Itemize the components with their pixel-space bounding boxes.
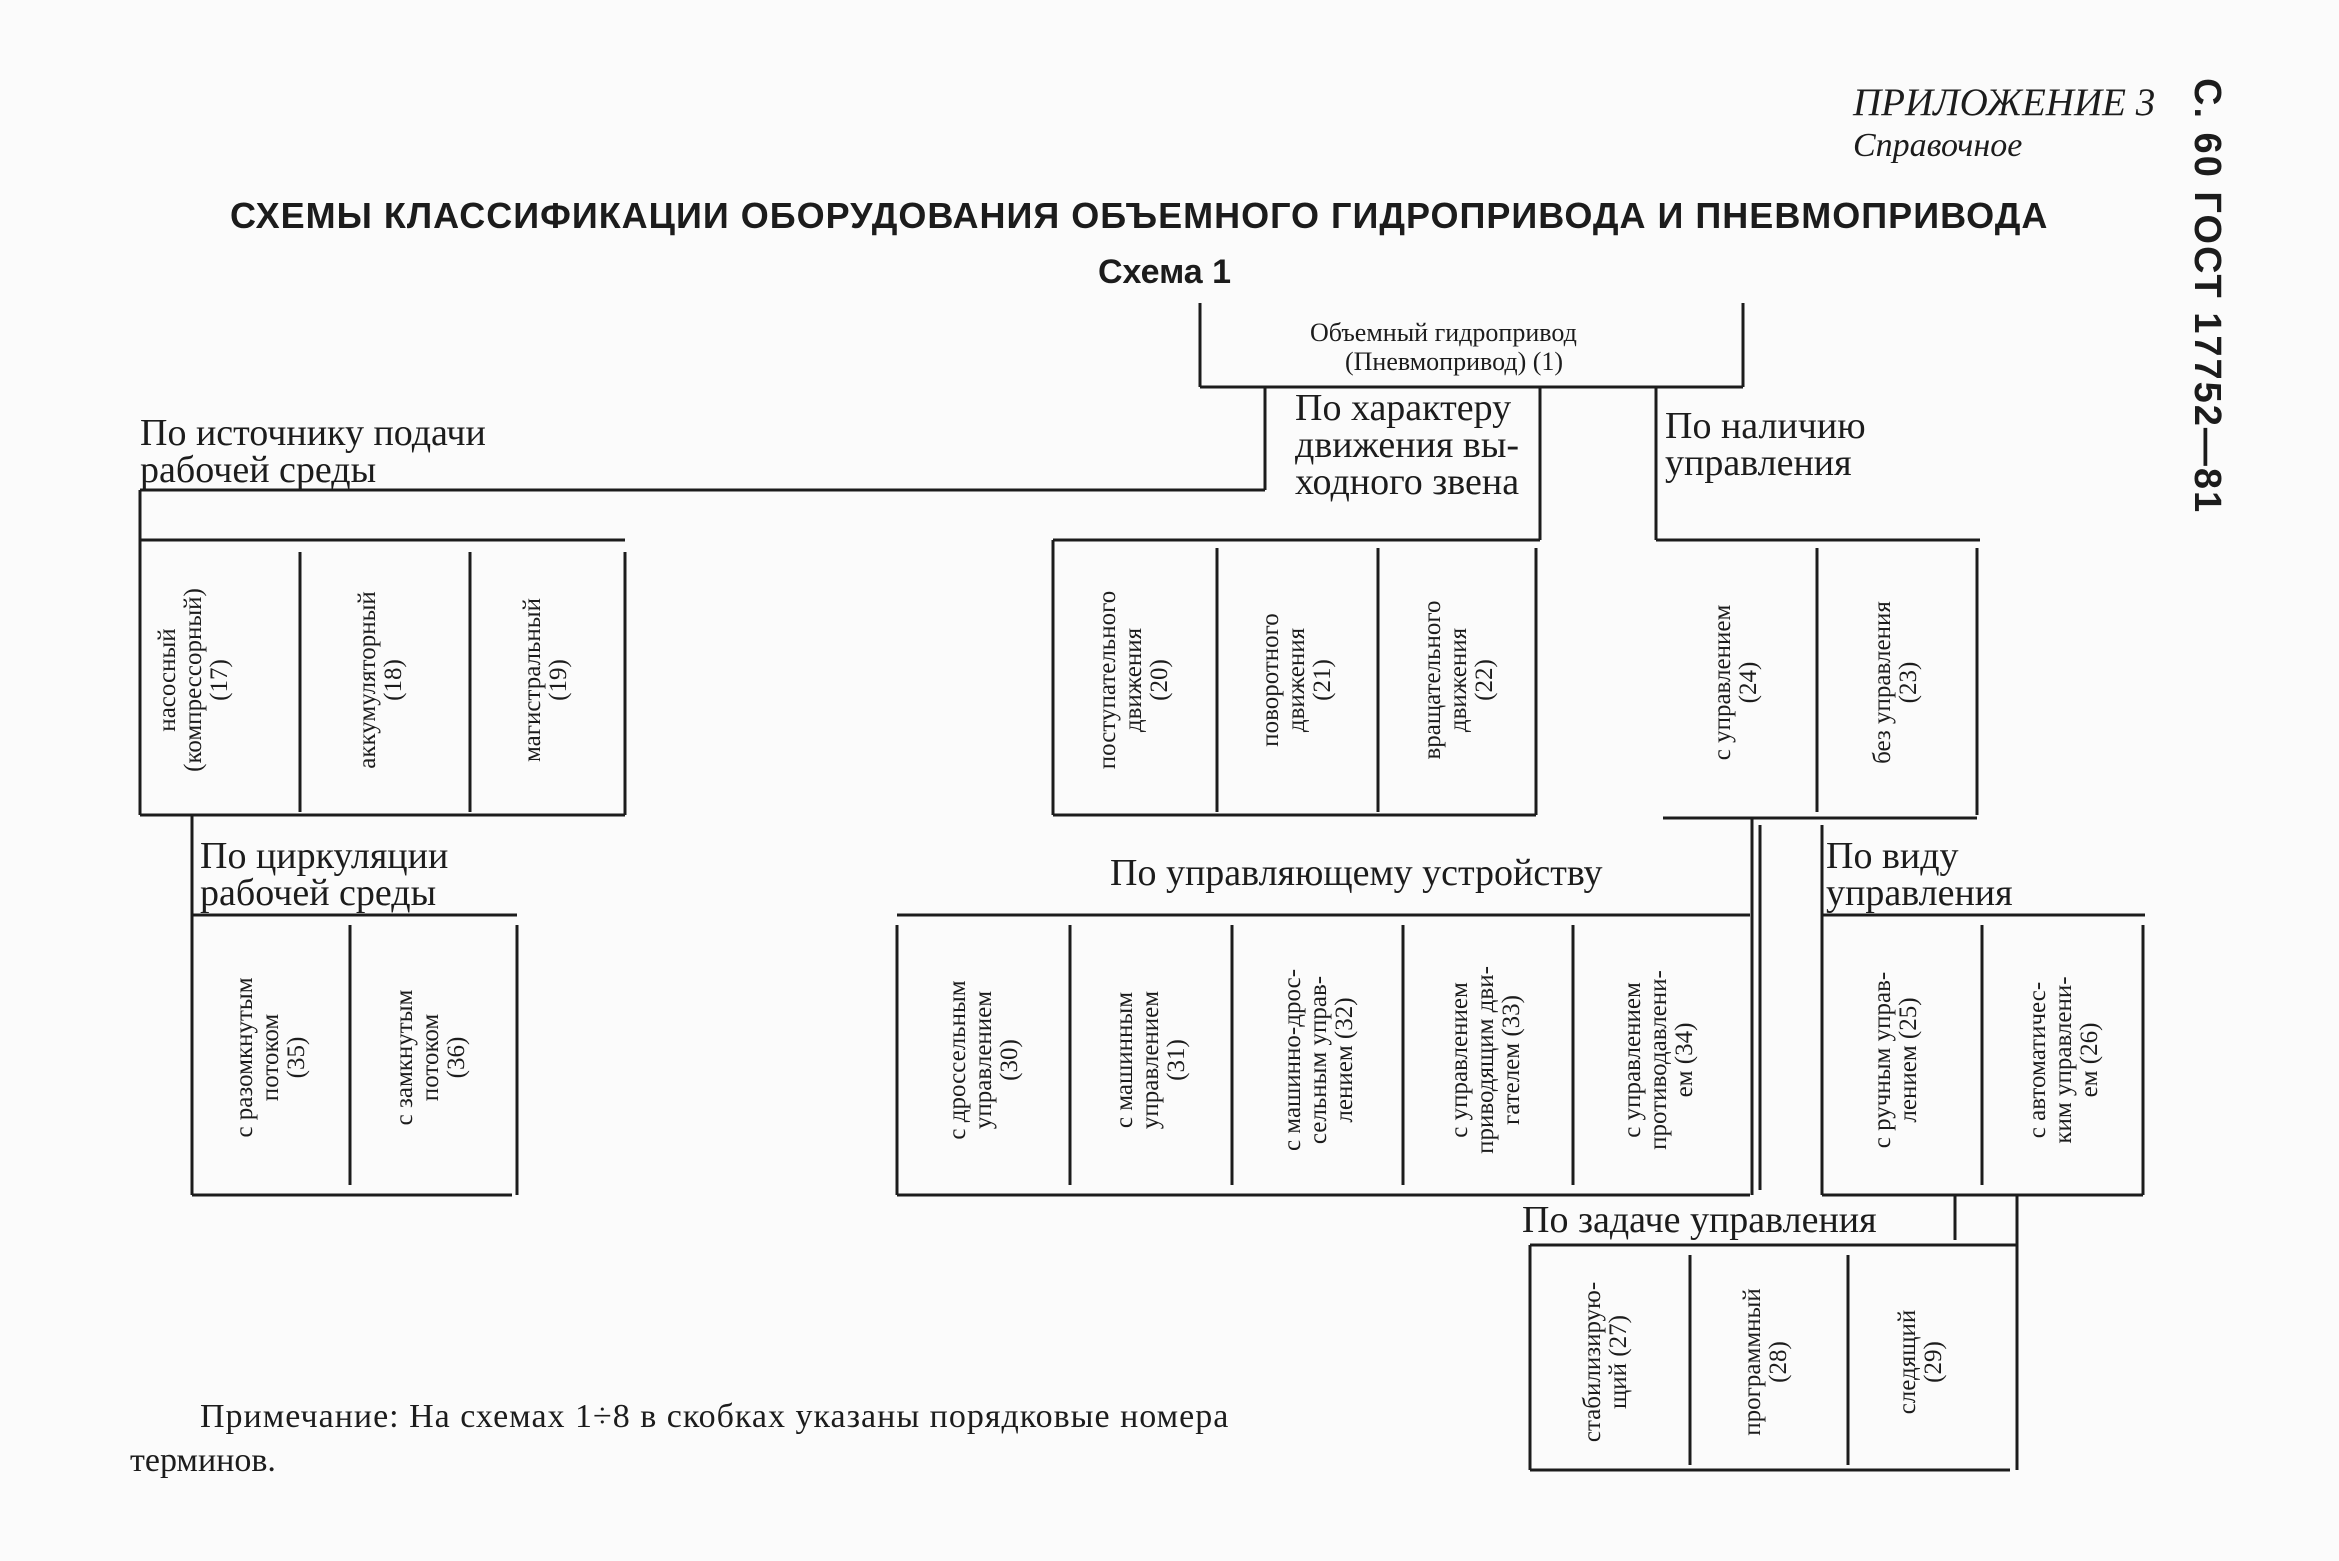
leaf-line: с машинным (1111, 991, 1138, 1129)
leaf-line: потоком (257, 1013, 284, 1102)
leaf-line: (компрессорный) (180, 588, 207, 772)
leaf-line: ким управлени- (2050, 976, 2077, 1144)
reference-label: Справочное (1853, 127, 2023, 164)
leaf-automatic (2025, 935, 2103, 1185)
leaf-line: с управлением (1709, 604, 1736, 761)
note-line2: терминов. (130, 1442, 276, 1479)
control-presence-heading (1665, 405, 1866, 484)
leaf-line: аккумуляторный (354, 591, 381, 769)
leaf-line: с разомкнутым (231, 977, 258, 1138)
leaf-line: (20) (1146, 659, 1173, 701)
leaf-machine (1112, 935, 1190, 1185)
leaf-line: без управления (1869, 601, 1896, 764)
leaf-line: ем (26) (2076, 1022, 2103, 1098)
leaf-line: с автоматичес- (2024, 981, 2051, 1139)
leaf-accumulator (355, 560, 407, 800)
leaf-line: следящий (1894, 1309, 1921, 1415)
leaf-drive-motor (1447, 935, 1525, 1185)
leaf-open-flow (232, 935, 310, 1180)
source-heading (140, 412, 486, 491)
control-presence-heading-line2: управления (1665, 442, 1852, 484)
leaf-line: поворотного (1257, 613, 1284, 747)
motion-heading-line3: ходного звена (1295, 461, 1520, 503)
leaf-line: с машинно-дрос- (1279, 968, 1306, 1152)
scheme-label: Схема 1 (1098, 253, 1232, 291)
leaf-line: программный (1739, 1288, 1766, 1436)
leaf-manual (1870, 935, 1922, 1185)
leaf-program (1740, 1262, 1792, 1462)
leaf-line: вращательного (1419, 600, 1446, 760)
leaf-line: (22) (1471, 659, 1498, 701)
root-node-line1: Объемный гидропривод (1310, 318, 1577, 347)
leaf-rotary (1258, 560, 1336, 800)
leaf-throttle (945, 935, 1023, 1185)
motion-heading-line1: По характеру (1295, 387, 1512, 429)
kind-heading-line2: управления (1826, 872, 2013, 914)
leaf-line: (21) (1309, 659, 1336, 701)
leaf-line: сельным управ- (1305, 975, 1332, 1145)
circulation-heading (200, 835, 449, 914)
motion-heading-line2: движения вы- (1295, 424, 1520, 466)
leaf-line: (36) (443, 1036, 470, 1079)
leaf-line: (18) (380, 659, 407, 701)
leaf-line: с дроссельным (944, 980, 971, 1140)
control-presence-heading-line1: По наличию (1665, 405, 1866, 447)
leaf-line: управлением (970, 990, 997, 1130)
leaf-line: (30) (996, 1039, 1023, 1081)
leaf-line: с управлением (1446, 982, 1473, 1138)
leaf-line: (28) (1765, 1341, 1792, 1383)
leaf-line: магистральный (519, 598, 546, 762)
leaf-line: (35) (283, 1036, 310, 1079)
leaf-closed-flow (392, 935, 470, 1180)
leaf-line: (17) (206, 659, 233, 701)
page-reference: С. 60 ГОСТ 17752—81 (2186, 78, 2228, 515)
leaf-line: стабилизирую- (1579, 1281, 1606, 1443)
leaf-line: движения (1283, 627, 1310, 733)
note-line1: Примечание: На схемах 1÷8 в скобках указаны порядковые номера (200, 1398, 1230, 1435)
circulation-heading-line2: рабочей среды (200, 872, 437, 914)
circulation-heading-line1: По циркуляции (200, 835, 449, 877)
leaf-line: лением (32) (1331, 997, 1358, 1123)
leaf-machine-throttle (1280, 935, 1358, 1185)
leaf-back-pressure (1620, 935, 1698, 1185)
leaf-line: движения (1120, 627, 1147, 733)
leaf-line: ем (34) (1671, 1022, 1698, 1098)
leaf-line: гателем (33) (1498, 994, 1525, 1126)
leaf-rotational (1420, 560, 1498, 800)
leaf-line: лением (25) (1895, 997, 1922, 1123)
leaf-line: потоком (417, 1013, 444, 1102)
leaf-pump (155, 560, 233, 800)
leaf-line: движения (1445, 627, 1472, 733)
leaf-line: управлением (1137, 990, 1164, 1130)
leaf-line: (19) (545, 659, 572, 701)
leaf-without-control (1870, 560, 1922, 805)
leaf-line: (24) (1735, 661, 1762, 704)
leaf-mains (520, 560, 572, 800)
leaf-line: с замкнутым (391, 989, 418, 1126)
source-heading-line2: рабочей среды (140, 449, 377, 491)
leaf-line: насосный (154, 628, 181, 732)
source-heading-line1: По источнику подачи (140, 412, 486, 454)
appendix-label: ПРИЛОЖЕНИЕ 3 (1853, 81, 2156, 124)
device-heading: По управляющему устройству (1110, 852, 1603, 894)
leaf-translational (1095, 560, 1173, 800)
leaf-line: противодавлени- (1645, 970, 1672, 1150)
task-heading: По задаче управления (1522, 1199, 1877, 1241)
document-title: СХЕМЫ КЛАССИФИКАЦИИ ОБОРУДОВАНИЯ ОБЪЕМНОГО ГИДРОПРИВОДА И ПНЕВМОПРИВОДА (230, 195, 2049, 236)
root-node-line2: (Пневмопривод) (1) (1345, 347, 1564, 376)
motion-heading (1295, 387, 1520, 503)
leaf-line: с ручным управ- (1869, 971, 1896, 1149)
leaf-with-control (1710, 560, 1762, 805)
leaf-line: щий (27) (1605, 1315, 1632, 1409)
kind-heading (1826, 835, 2013, 914)
leaf-line: приводящим дви- (1472, 966, 1499, 1154)
leaf-line: с управлением (1619, 982, 1646, 1138)
leaf-tracking (1895, 1262, 1947, 1462)
leaf-line: (23) (1895, 661, 1922, 704)
leaf-line: поступательного (1094, 590, 1121, 770)
leaf-line: (31) (1163, 1039, 1190, 1081)
leaf-stabilizing (1580, 1262, 1632, 1462)
kind-heading-line1: По виду (1826, 835, 1959, 877)
leaf-line: (29) (1920, 1341, 1947, 1383)
